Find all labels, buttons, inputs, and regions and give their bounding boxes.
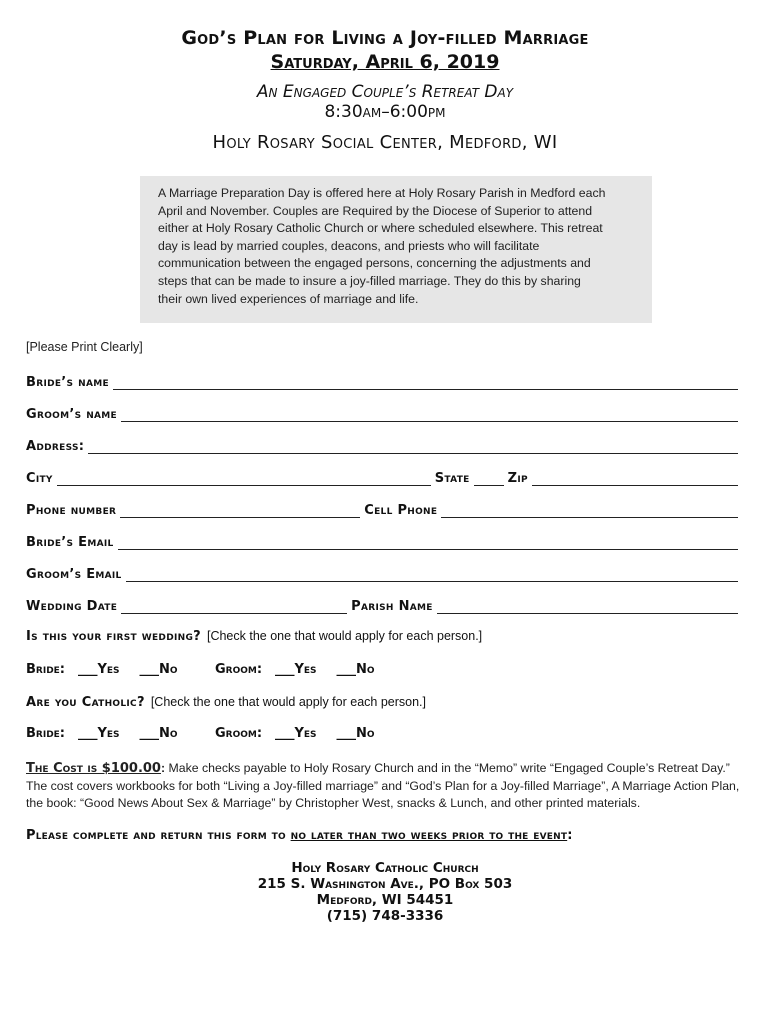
- phone-label: Phone number: [26, 503, 117, 518]
- return-prefix: Please complete and return this form to: [26, 828, 291, 843]
- intro-line: April and November. Couples are Required by the Diocese of Superior to attend: [158, 203, 593, 218]
- event-subtitle: An Engaged Couple’s Retreat Day: [256, 82, 514, 102]
- intro-line: steps that can be made to insure a joy-filled marriage. They do this by sharing: [158, 273, 581, 288]
- parish-name-label: Parish Name: [351, 599, 433, 614]
- catholic-hint: [Check the one that would apply for each person.]: [150, 695, 426, 709]
- state-label: State: [434, 471, 470, 486]
- groom-yes-blank[interactable]: ___: [275, 726, 295, 741]
- address-row: [26, 434, 742, 454]
- bride-yes-blank[interactable]: ___: [78, 662, 98, 677]
- form-title: God’s Plan for Living a Joy-filled Marriage: [181, 27, 589, 49]
- return-instructions: [26, 828, 742, 843]
- print-clearly-note: [Please Print Clearly]: [26, 340, 143, 354]
- grooms-email-field[interactable]: [126, 567, 738, 582]
- yes-label: Yes: [294, 662, 317, 677]
- city-label: City: [26, 471, 53, 486]
- mailing-address: [0, 860, 770, 924]
- brides-email-row: [26, 530, 742, 550]
- bride-no-blank[interactable]: ___: [139, 662, 159, 677]
- address-field[interactable]: [88, 439, 738, 454]
- grooms-name-field[interactable]: [121, 407, 738, 422]
- wedding-date-label: Wedding Date: [26, 599, 118, 614]
- intro-line: A Marriage Preparation Day is offered here at Holy Rosary Parish in Medford each: [158, 186, 606, 200]
- zip-label: Zip: [507, 471, 528, 486]
- cost-colon: :: [160, 761, 166, 775]
- groom-label: Groom:: [215, 726, 263, 741]
- first-wedding-label: Is this your first wedding?: [26, 629, 201, 644]
- bride-no-blank[interactable]: ___: [139, 726, 159, 741]
- brides-name-label: Bride’s name: [26, 375, 109, 390]
- yes-label: Yes: [97, 662, 120, 677]
- church-city: Medford, WI 54451: [316, 892, 454, 908]
- intro-line: communication between the engaged persons, concerning the adjustments and: [158, 256, 591, 271]
- church-street: 215 S. Washington Ave., PO Box 503: [257, 876, 513, 892]
- return-suffix: :: [567, 828, 573, 843]
- cell-phone-field[interactable]: [441, 503, 738, 518]
- grooms-name-label: Groom’s name: [26, 407, 118, 422]
- event-date: Saturday, April 6, 2019: [270, 51, 500, 73]
- cell-phone-label: Cell Phone: [364, 503, 438, 518]
- cost-lead: The Cost is $100.00: [26, 761, 161, 776]
- grooms-email-row: [26, 562, 742, 582]
- no-label: No: [356, 726, 375, 741]
- grooms-email-label: Groom’s Email: [26, 567, 122, 582]
- grooms-name-row: [26, 402, 742, 422]
- intro-line: day is lead by married couples, deacons, and priests who will facilitate: [158, 238, 540, 253]
- groom-no-blank[interactable]: ___: [336, 662, 356, 677]
- city-field[interactable]: [57, 471, 431, 486]
- bride-yes-blank[interactable]: ___: [78, 726, 98, 741]
- catholic-answers: [26, 726, 375, 741]
- return-deadline: no later than two weeks prior to the event: [290, 828, 568, 843]
- event-location: Holy Rosary Social Center, Medford, WI: [212, 132, 558, 153]
- groom-yes-blank[interactable]: ___: [275, 662, 295, 677]
- catholic-question: [26, 694, 426, 710]
- brides-name-row: [26, 370, 742, 390]
- city-state-zip-row: [26, 466, 742, 486]
- intro-line: either at Holy Rosary Catholic Church or where scheduled elsewhere. This retreat: [158, 221, 603, 236]
- first-wedding-question: [26, 628, 482, 644]
- yes-label: Yes: [97, 726, 120, 741]
- parish-name-field[interactable]: [437, 599, 738, 614]
- bride-label: Bride:: [26, 662, 66, 677]
- brides-name-field[interactable]: [113, 375, 738, 390]
- phone-row: [26, 498, 742, 518]
- first-wedding-answers: [26, 662, 375, 677]
- phone-field[interactable]: [120, 503, 360, 518]
- church-phone: (715) 748-3336: [326, 908, 444, 924]
- intro-line: their own lived experiences of marriage and life.: [158, 291, 419, 306]
- cost-paragraph: [26, 760, 742, 813]
- groom-no-blank[interactable]: ___: [336, 726, 356, 741]
- wedding-date-field[interactable]: [121, 599, 347, 614]
- wedding-parish-row: [26, 594, 742, 614]
- brides-email-label: Bride’s Email: [26, 535, 114, 550]
- yes-label: Yes: [294, 726, 317, 741]
- address-label: Address:: [26, 439, 85, 454]
- no-label: No: [356, 662, 375, 677]
- zip-field[interactable]: [532, 471, 738, 486]
- intro-box: [140, 176, 652, 323]
- cost-text: Make checks payable to Holy Rosary Church and in the “Memo” write “Engaged Couple’s Retreat Day.” The cost covers workbooks for both “Living a Joy-filled marriage” and “God’s Plan for a Joy-filled Marriage”, A Marriage Action Plan, the book: “Good News About Sex & Marriage” by Christopher West, snacks & Lunch, and other printed materials.: [26, 761, 740, 810]
- bride-label: Bride:: [26, 726, 66, 741]
- no-label: No: [159, 726, 178, 741]
- church-name: Holy Rosary Catholic Church: [291, 860, 479, 876]
- brides-email-field[interactable]: [118, 535, 738, 550]
- no-label: No: [159, 662, 178, 677]
- first-wedding-hint: [Check the one that would apply for each person.]: [206, 629, 483, 643]
- groom-label: Groom:: [215, 662, 263, 677]
- state-field[interactable]: [474, 471, 504, 486]
- event-time: 8:30am–6:00pm: [324, 102, 446, 122]
- catholic-label: Are you Catholic?: [26, 695, 145, 710]
